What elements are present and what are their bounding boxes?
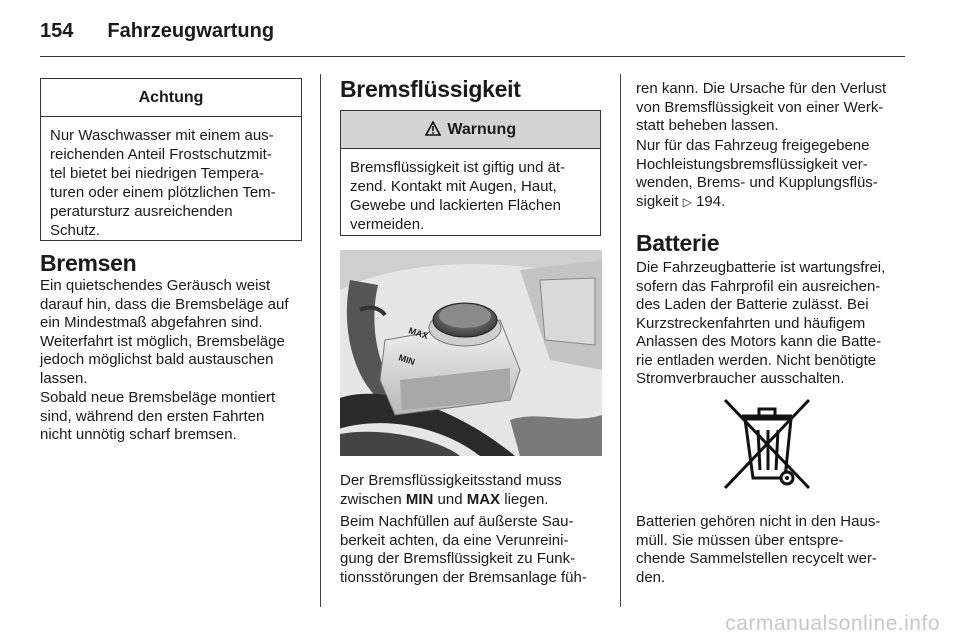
warnung-text: Bremsflüssigkeit ist giftig und ät- zend. Kontakt mit Augen, Haut, Gewebe und lackierten Flächen vermeiden. bbox=[350, 159, 566, 233]
page-reference-arrow-icon: ▷ bbox=[682, 194, 692, 209]
achtung-text: Nur Waschwasser mit einem aus- reichenden Anteil Frostschutzmit- tel bietet bei niedrigen Tempera- turen oder einem plötzlichen Tem- peratursturz ausreichenden Schutz. bbox=[50, 127, 276, 239]
warnung-box bbox=[340, 110, 601, 236]
min-mark-label: MIN bbox=[397, 352, 417, 368]
page-reference[interactable]: 194. bbox=[691, 192, 726, 210]
page-number: 154 bbox=[40, 20, 74, 42]
batterie-heading: Batterie bbox=[636, 230, 720, 256]
max-mark-label: MAX bbox=[407, 325, 430, 342]
bremsfluessigkeit-paragraph-2: Beim Nachfüllen auf äußerste Sau- berkeit achten, da eine Verunreini- gung der Bremsflüssigkeit zu Funk- tionsstörungen der Bremsanlage füh- bbox=[340, 513, 587, 586]
bremsfluessigkeit-paragraph-1: Der Bremsflüssigkeitsstand muss zwischen MIN und MAX liegen. bbox=[340, 472, 562, 508]
watermark: carmanualsonline.info bbox=[725, 612, 940, 635]
page-title: Fahrzeugwartung bbox=[107, 20, 275, 42]
achtung-heading: Achtung bbox=[41, 79, 301, 117]
bremsen-paragraph-1: Ein quietschendes Geräusch weist darauf hin, dass die Bremsbeläge auf ein Mindestmaß abgefahren sind. Weiterfahrt ist möglich, Bremsbeläge jedoch möglichst bald austauschen lassen. bbox=[40, 277, 289, 387]
column-divider-2 bbox=[620, 74, 621, 607]
continuation-paragraph: ren kann. Die Ursache für den Verlust von Bremsflüssigkeit von einer Werk- statt beheben lassen. bbox=[636, 80, 887, 134]
achtung-box bbox=[40, 78, 302, 241]
header-rule bbox=[40, 56, 905, 57]
warnung-heading: Warnung bbox=[447, 121, 517, 138]
batterie-paragraph: Die Fahrzeugbatterie ist wartungsfrei, sofern das Fahrprofil ein ausreichen- des Laden der Batterie zulässt. Bei Kurzstreckenfahrten und häufigem Anlassen des Motors kann die Batte- rie entladen werden. Nicht benötigte Stromverbraucher ausschalten. bbox=[636, 259, 886, 387]
max-label: MAX bbox=[466, 490, 501, 508]
batterie-recycling-paragraph: Batterien gehören nicht in den Haus- müll. Sie müssen über entspre- chende Sammelstellen recycelt wer- den. bbox=[636, 513, 881, 586]
min-label: MIN bbox=[405, 490, 434, 508]
crossed-out-wheelie-bin-icon bbox=[715, 392, 819, 496]
warning-triangle-icon bbox=[425, 121, 445, 138]
bremsfluessigkeit-type-paragraph: Nur für das Fahrzeug freigegebene Hochleistungsbremsflüssigkeit ver- wenden, Brems- und Kupplungsflüs- sigkeit ▷ 194. bbox=[636, 137, 878, 210]
page-header bbox=[40, 20, 274, 43]
bremsen-heading: Bremsen bbox=[40, 250, 137, 276]
warnung-header bbox=[341, 111, 600, 149]
bremsen-paragraph-2: Sobald neue Bremsbeläge montiert sind, während den ersten Fahrten nicht unnötig scharf bremsen. bbox=[40, 389, 276, 443]
brake-fluid-reservoir-photo bbox=[340, 250, 602, 456]
bremsfluessigkeit-heading: Bremsflüssigkeit bbox=[340, 76, 521, 102]
column-divider-1 bbox=[320, 74, 321, 607]
